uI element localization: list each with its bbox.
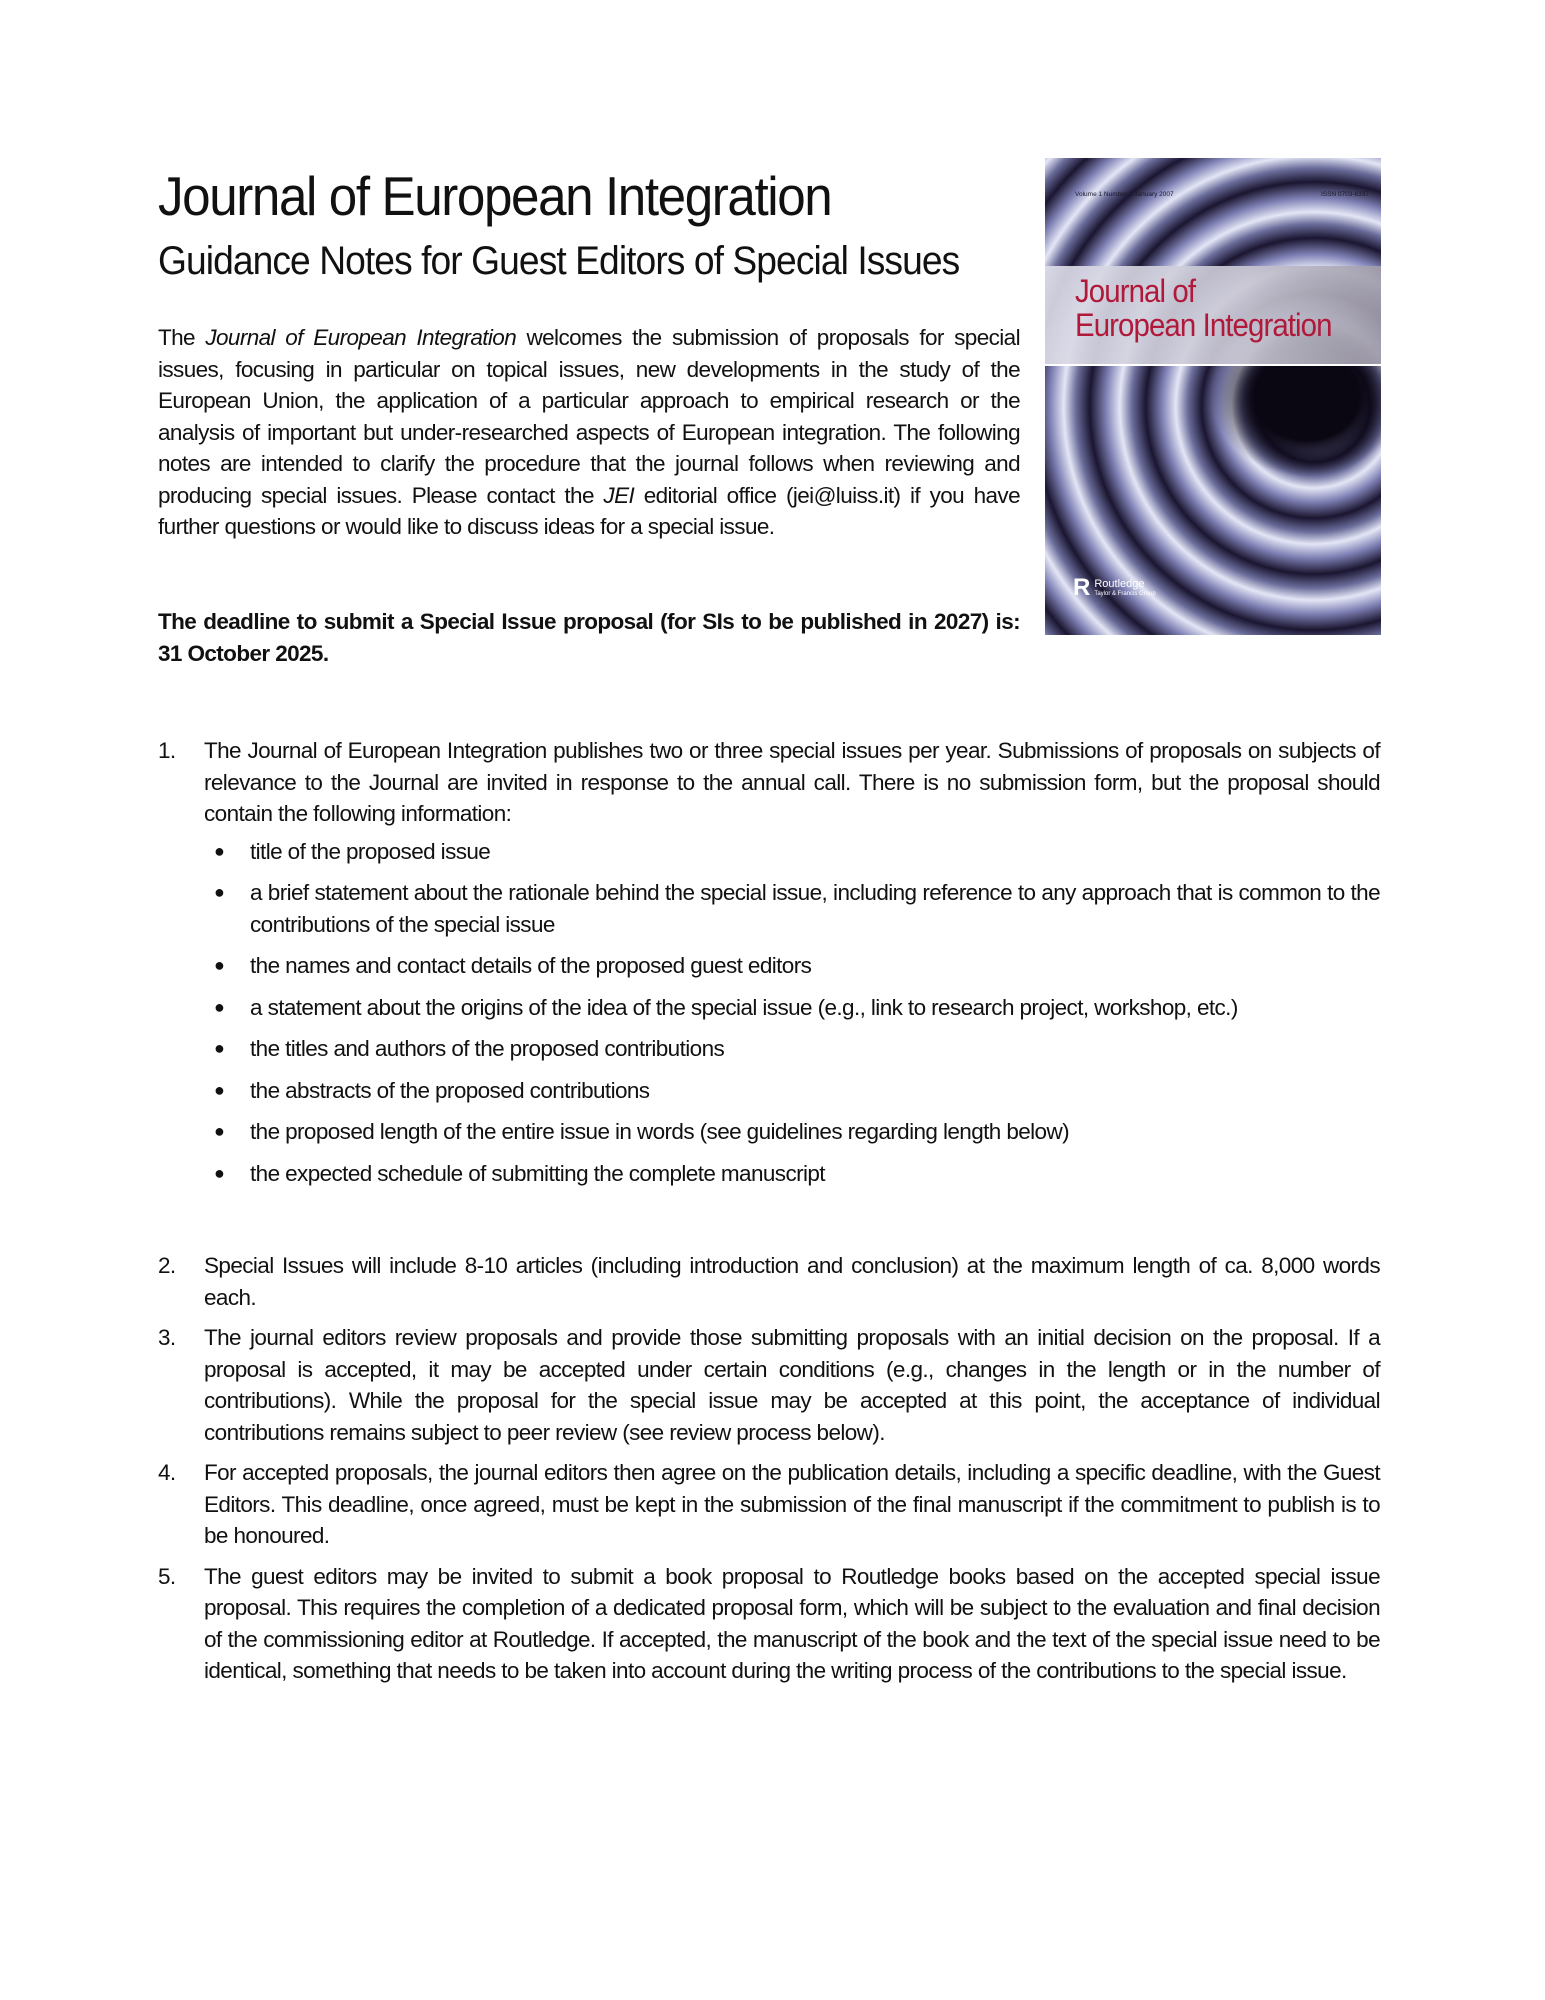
bullet-item [204,1116,1380,1148]
item-number: 2. [158,1253,176,1278]
guidance-item [158,1457,1380,1552]
item-text: The journal editors review proposals and provide those submitting proposals with an initial decision on the proposal. If a proposal is accepted, it may be accepted under certain conditions (e.g., changes in the length or in the number of contributions). While the proposal for the special issue may be accepted at this point, the acceptance of individual contributions remains subject to peer review (see review process below). [204,1325,1380,1445]
bullet-text: the abstracts of the proposed contributions [250,1077,650,1103]
item-text: The guest editors may be invited to submit a book proposal to Routledge books based on the accepted special issue proposal. This requires the completion of a dedicated proposal form, which will be subject to the evaluation and final decision of the commissioning editor at Routledge. If accepted, the manuscript of the book and the text of the special issue need to be identical, something that needs to be taken into account during the writing process of the contributions to the special issue. [204,1563,1380,1683]
item-text: For accepted proposals, the journal editors then agree on the publication details, including a specific deadline, with the Guest Editors. This deadline, once agreed, must be kept in the submission of the final manuscript if the commitment to publish is to be honoured. [204,1460,1380,1548]
bullet-text: a statement about the origins of the idea of the special issue (e.g., link to research project, workshop, etc.) [250,994,1238,1020]
item-number: 1. [158,738,176,763]
guidance-list-item-1-container [158,735,1380,1199]
bullet-icon: ● [214,955,225,975]
cover-meta [1075,191,1369,198]
guidance-item [158,735,1380,1189]
item-text: The Journal of European Integration publishes two or three special issues per year. Submissions of proposals on subjects of relevance to the Journal are invited in response to the annual call. There is no submission form, but the proposal should contain the following information: [204,738,1380,826]
guidance-item [158,1561,1380,1687]
cover-title-line-1: Journal of [1075,273,1196,309]
bullet-text: title of the proposed issue [250,838,491,864]
guidance-item [158,1250,1380,1313]
intro-text-3: editorial office (jei@luiss.it) if you have further questions or would like to discuss ideas for a special issue. [158,482,1020,539]
bullet-icon: ● [214,996,225,1017]
item-number: 3. [158,1325,176,1350]
item-number: 5. [158,1563,176,1589]
bullet-text: the expected schedule of submitting the complete manuscript [250,1160,825,1186]
journal-cover-image [1045,158,1381,635]
intro-paragraph [158,322,1020,543]
bullet-item [204,1033,1380,1065]
intro-text-1: The [158,325,206,350]
required-information-list [204,836,1380,1190]
cover-volume-info: Volume 1 Number 1 January 2007 [1075,191,1174,198]
bullet-text: the titles and authors of the proposed contributions [250,1036,725,1061]
bullet-icon: ● [214,1162,225,1183]
cover-issn: ISSN 0703-6337 [1320,191,1369,198]
bullet-item [204,950,1380,982]
bullet-icon: ● [214,1079,225,1100]
bullet-item [204,877,1380,940]
routledge-r-icon: R [1073,574,1091,601]
journal-name-italic: Journal of European Integration [205,325,517,350]
bullet-item [204,1158,1380,1190]
jei-italic: JEI [603,482,635,508]
publisher-logo [1073,576,1156,600]
cover-title-line-2: European Integration [1075,307,1332,343]
bullet-icon: ● [214,882,225,902]
publisher-group: Taylor & Francis Group [1094,591,1156,597]
guidance-list-continued [158,1250,1380,1696]
bullet-text: the names and contact details of the proposed guest editors [250,953,812,978]
bullet-item [204,836,1380,868]
bullet-text: a brief statement about the rationale behind the special issue, including reference to any approach that is common to the contributions of the special issue [250,880,1380,937]
bullet-text: the proposed length of the entire issue in words (see guidelines regarding length below) [250,1119,1069,1144]
bullet-item [204,992,1380,1024]
item-text: Special Issues will include 8-10 articles (including introduction and conclusion) at the maximum length of ca. 8,000 words each. [204,1253,1380,1310]
document-subtitle: Guidance Notes for Guest Editors of Special Issues [158,239,960,283]
item-number: 4. [158,1460,176,1485]
bullet-item [204,1075,1380,1107]
deadline-notice: The deadline to submit a Special Issue proposal (for SIs to be published in 2027) is: 31 October 2025. [158,609,1020,666]
publisher-name: Routledge [1094,578,1145,590]
bullet-icon: ● [214,840,225,861]
cover-title [1075,274,1332,342]
intro-text-2: welcomes the submission of proposals for special issues, focusing in particular on topical issues, new developments in the study of the European Union, the application of a particular approach to empirical research or the analysis of important but under-researched aspects of European integration. The following notes are intended to clarify the procedure that the journal follows when reviewing and producing special issues. Please contact the [158,325,1020,508]
bullet-icon: ● [214,1038,225,1058]
bullet-icon: ● [214,1121,225,1141]
document-title: Journal of European Integration [158,165,832,227]
guidance-item [158,1322,1380,1448]
